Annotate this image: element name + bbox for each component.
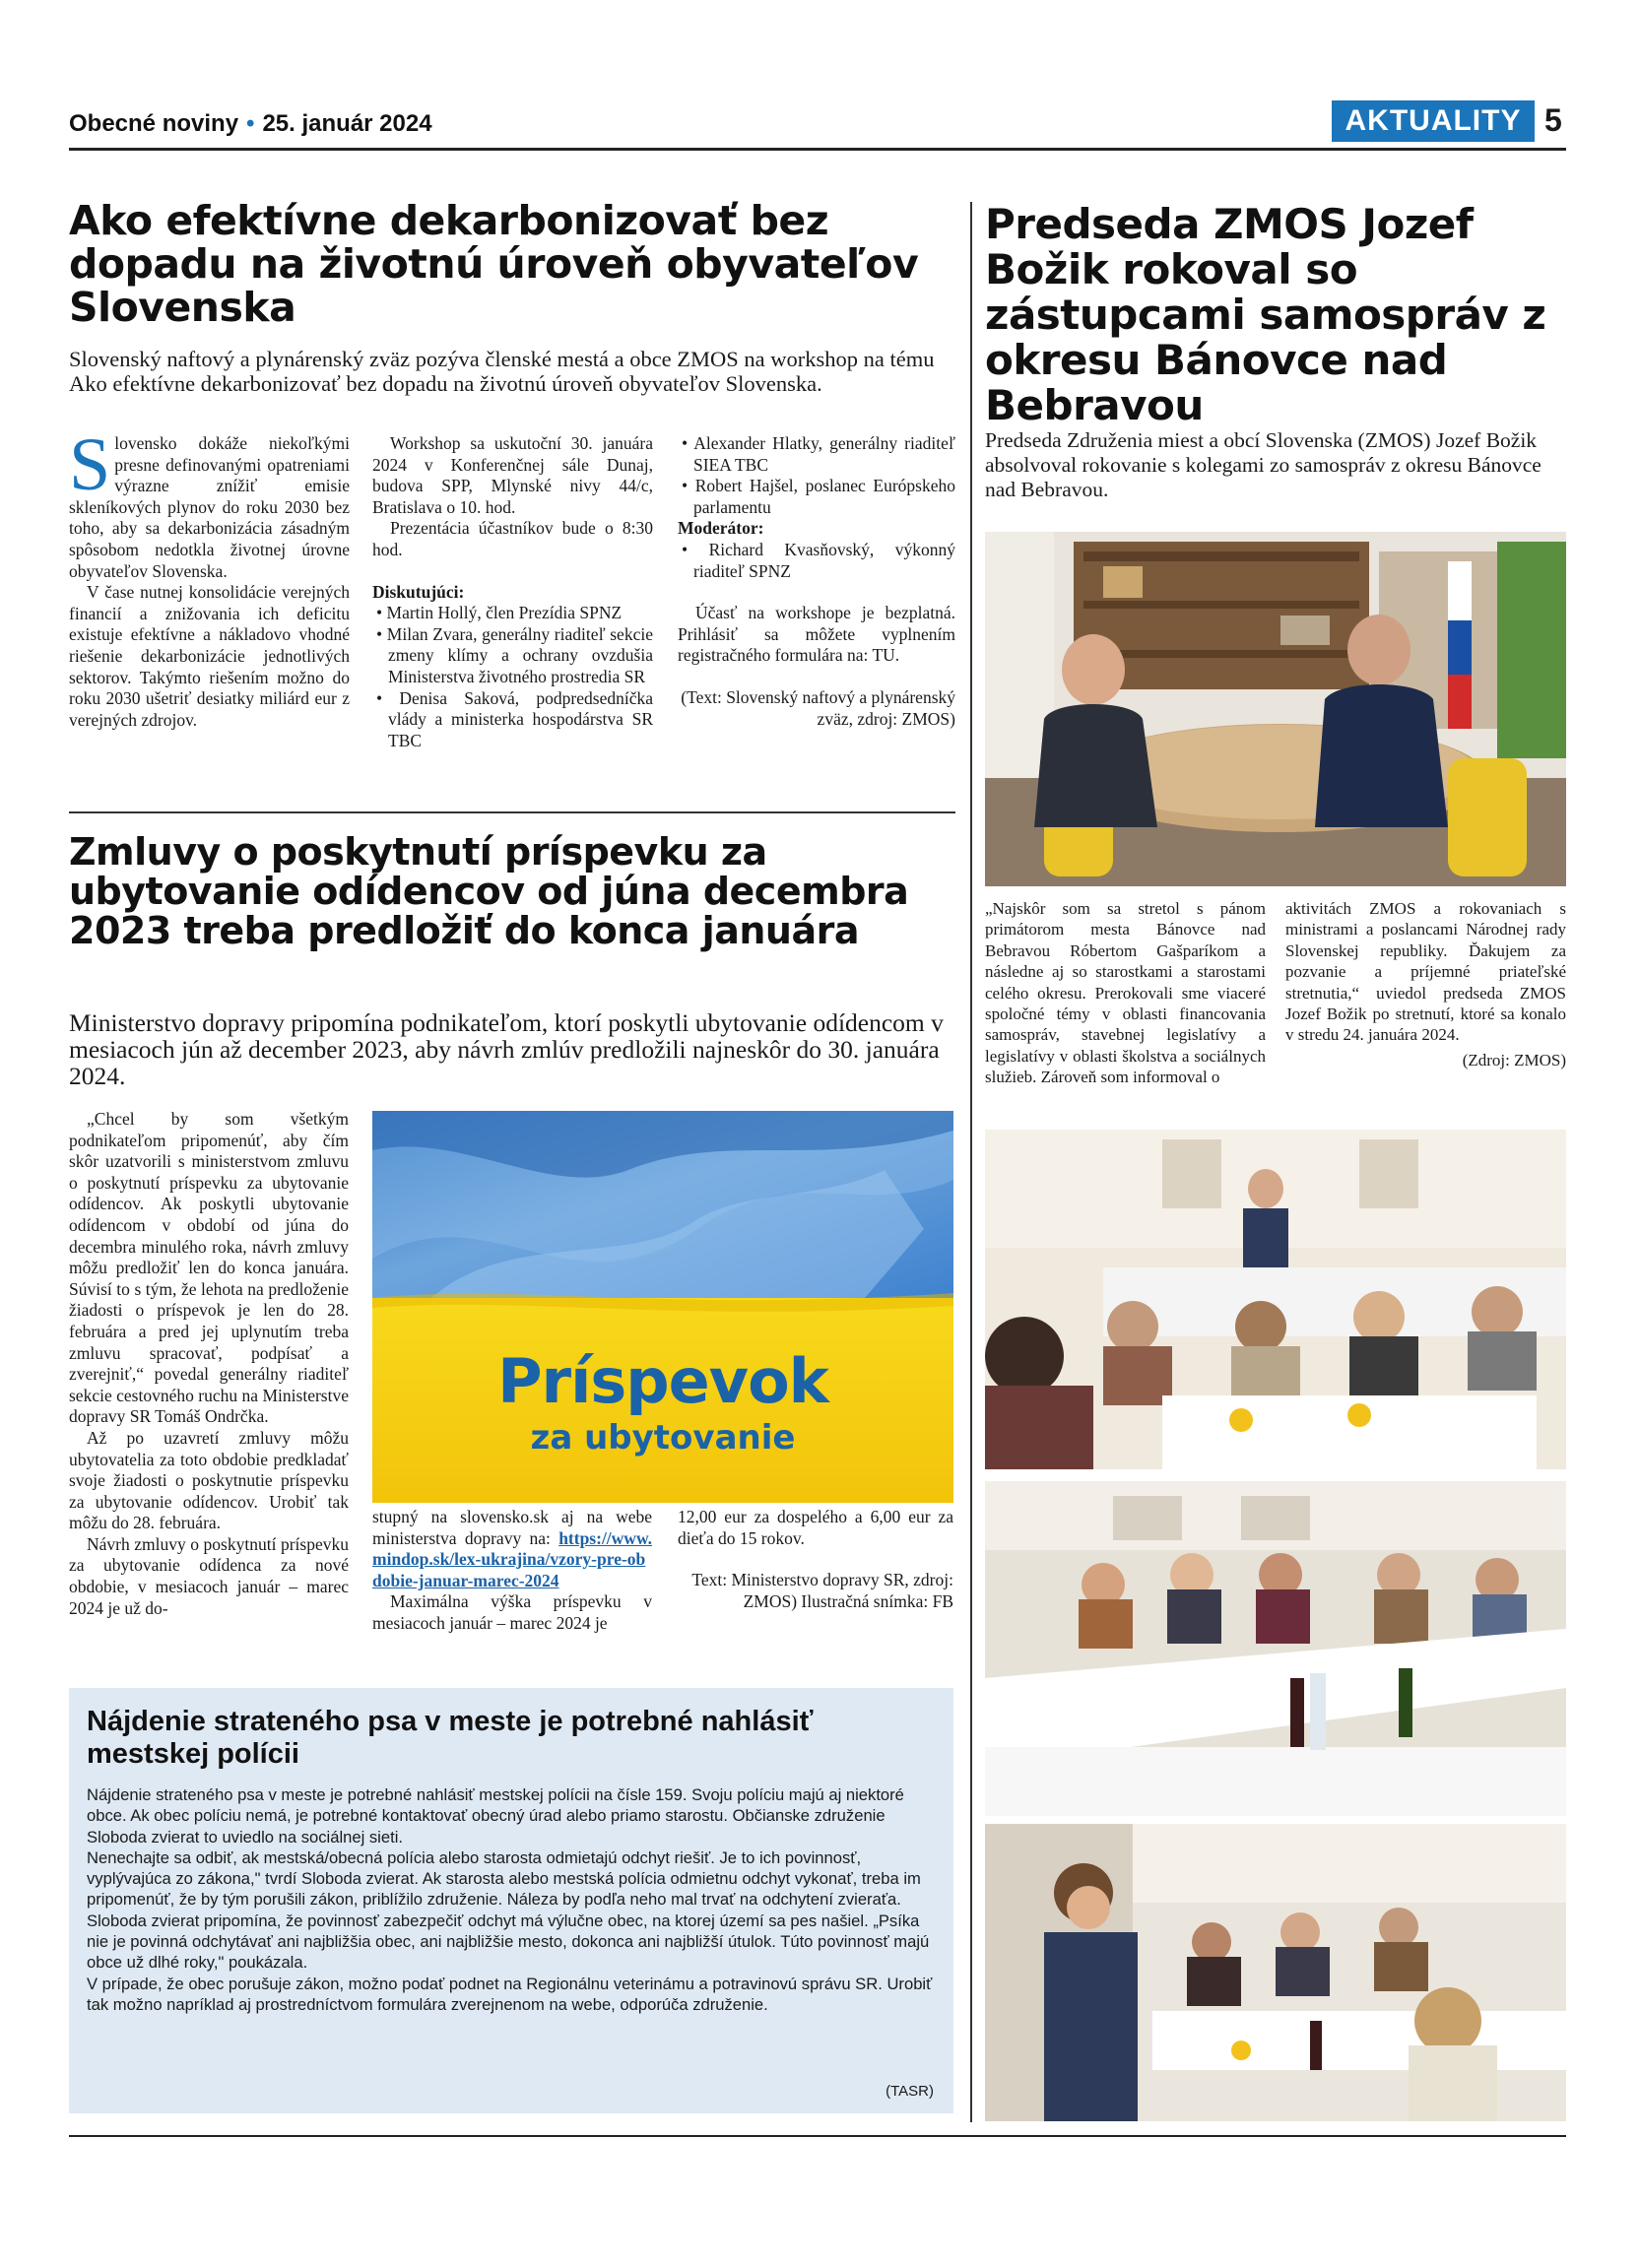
event-details: Workshop sa uskutoční 30. januára 2024 v Konferenčnej sále Dunaj, budova SPP, Mlynské nivy 44/c, Bratislava o 10. hod.: [372, 433, 653, 517]
photo-regional-meeting: [985, 1130, 1566, 1469]
article1-column-3: [678, 433, 955, 730]
article1-lead: Slovenský naftový a plynárenský zväz pozýva členské mestá a obce ZMOS na workshop na tému Ako efektívne dekarbonizovať bez dopadu na životnú úroveň obyvateľov Slovenska.: [69, 347, 935, 396]
registration-time: Prezentácia účastníkov bude o 8:30 hod.: [372, 518, 653, 559]
article2-paragraph: stupný na slovensko.sk aj na webe ministerstva dopravy na:: [372, 1507, 652, 1548]
panelist-item: • Milan Zvara, generálny riaditeľ sekcie zmeny klímy a ochrany ovzdušia Ministerstva životného prostredia SR: [372, 624, 653, 688]
photo-office-meeting: [985, 532, 1566, 886]
issue-date: 25. január 2024: [262, 110, 432, 137]
box-paragraph: Nenechajte sa odbiť, ak mestská/obecná polícia alebo starosta odmietajú odchyt riešiť. Je to ich povinnosť, vyplývajúca zo zákona," tvrdí Sloboda zvierat. Ak starosta alebo mestská polícia odmietnu odchyt vykonať, treba im pripomenúť, že by tým porušili zákon, priblížilo združenie. Náleza by podľa neho mal trvať na odchytení zvieraťa.: [87, 1847, 921, 1910]
photo-banquet-tables: [985, 1481, 1566, 1816]
masthead: [69, 110, 432, 138]
panel-label: Diskutujúci:: [372, 581, 465, 602]
article3-paragraph: aktivitách ZMOS a rokovaniach s ministrami a poslancami Národnej rady Slovenskej republiky. Ďakujem za pozvanie a príjemné priateľské stretnutia,“ uviedol predseda ZMOS Jozef Božik po stretnutí, ktoré sa konalo v stredu 24. januára 2024.: [1285, 899, 1566, 1045]
article3-column-2: [1285, 898, 1566, 1070]
section-badge: AKTUALITY: [1332, 100, 1535, 142]
page-number: 5: [1544, 102, 1562, 138]
panelist-item: • Denisa Saková, podpredsedníčka vlády a ministerka hospodárstva SR TBC: [372, 688, 653, 731]
article3-credit: (Zdroj: ZMOS): [1462, 1050, 1566, 1069]
column-divider: [970, 202, 972, 2122]
masthead-separator: •: [246, 110, 255, 137]
article2-headline: Zmluvy o poskytnutí príspevku za ubytovanie odídencov od júna decembra 2023 treba predložiť do konca januára: [69, 830, 909, 952]
dropcap: S: [69, 423, 111, 506]
ministry-link[interactable]: https://www.mindop.sk/lex-ukrajina/vzory-pre-obdobie-januar-marec-2024: [372, 1527, 652, 1590]
article1-column-2: [372, 433, 653, 750]
box-headline: Nájdenie strateného psa v meste je potrebné nahlásiť mestskej polícii: [87, 1706, 814, 1770]
article2-column-2: [372, 1507, 652, 1635]
article3-lead: Predseda Združenia miest a obcí Slovenska (ZMOS) Jozef Božik absolvoval rokovanie s kolegami zo samospráv z okresu Bánovce nad Bebravou.: [985, 428, 1542, 501]
article2-credit: Text: Ministerstvo dopravy SR, zdroj: ZMOS) Ilustračná snímka: FB: [691, 1570, 953, 1611]
panelist-item: • Alexander Hlatky, generálny riaditeľ SIEA TBC: [678, 433, 955, 476]
article2-paragraph: Návrh zmluvy o poskytnutí príspevku za ubytovanie odídenca za nové obdobie, v mesiacoch január – marec 2024 je už do-: [69, 1533, 349, 1618]
lost-dog-box: [69, 1688, 953, 2113]
panelist-list-continued: [678, 433, 955, 518]
article1-paragraph: V čase nutnej konsolidácie verejných financií a znižovania ich deficitu existuje efektívne a nákladovo vhodné riešenie dekarbonizácie jednotlivých sektorov. Takýmto riešením možno do roku 2030 ušetriť desiatky miliárd eur z verejných zdrojov.: [69, 582, 350, 730]
moderator-label: Moderátor:: [678, 518, 764, 539]
box-paragraph: V prípade, že obec porušuje zákon, možno podať podnet na Regionálnu veterinámu a potravinovú správu SR. Urobiť tak možno napríklad aj prostredníctvom formulára zverejnenom na webe, odporúča združenie.: [87, 1974, 933, 2014]
panelist-item: • Robert Hajšel, poslanec Európskeho parlamentu: [678, 476, 955, 518]
moderator-item: • Richard Kvasňovský, výkonný riaditeľ SPNZ: [678, 540, 955, 582]
article2-column-1: [69, 1109, 349, 1619]
panelist-item: • Martin Hollý, člen Prezídia SPNZ: [372, 603, 653, 624]
article1-credit: (Text: Slovenský naftový a plynárenský zväz, zdroj: ZMOS): [681, 686, 955, 729]
registration-note: Účasť na workshope je bezplatná. Prihlásiť sa môžete vyplnením registračného formulára na: TU.: [678, 603, 955, 666]
article1-paragraph: lovensko dokáže niekoľkými presne definovanými opatreniami výrazne znížiť emisie skleníkových plynov do roku 2030 bez toho, aby sa dekarbonizácia zásadným spôsobom nedotkla životnej úrovne obyvateľov Slovenska.: [69, 433, 350, 581]
article1-headline: Ako efektívne dekarbonizovať bez dopadu na životnú úroveň obyvateľov Slovenska: [69, 197, 919, 331]
header-rule: [69, 148, 1566, 151]
article2-paragraph: „Chcel by som všetkým podnikateľom pripomenúť, aby čím skôr uzatvorili s ministerstvom zmluvu o poskytnutí príspevku za ubytovanie odídencov. Ak poskytli ubytovanie odídencom v období od júna do decembra minulého roka, návrh zmluvy môžu predložiť len do konca januára. Súvisí to s tým, že lehota na predloženie žiadosti o príspevok je len do 28. februára a pred jej uplynutím treba zmluvu spracovať, podpísať a zverejniť,“ povedal generálny riaditeľ sekcie cestovného ruchu na Ministerstve dopravy SR Tomáš Ondrčka.: [69, 1109, 349, 1427]
footer-rule: [69, 2135, 1566, 2137]
article3-headline: Predseda ZMOS Jozef Božik rokoval so zástupcami samospráv z okresu Bánovce nad Bebravou: [985, 200, 1546, 429]
article2-paragraph: Až po uzavretí zmluvy môžu ubytovatelia za toto obdobie predkladať svoje žiadosti o poskytnutie príspevku za ubytovanie odídencov. Urobiť tak môžu do 28. februára.: [69, 1427, 349, 1533]
box-paragraph: Nájdenie strateného psa v meste je potrebné nahlásiť mestskej polícii na čísle 159. Svoju políciu majú aj niektoré obce. Ak obec políciu nemá, je potrebné kontaktovať obecný úrad alebo priamo starostu. Občianske združenie Sloboda zvierat to uviedlo na sociálnej sieti.: [87, 1785, 904, 1847]
article2-column-3: [678, 1507, 953, 1612]
article2-paragraph: Maximálna výška príspevku v mesiacoch január – marec 2024 je: [372, 1591, 652, 1633]
article2-lead: Ministerstvo dopravy pripomína podnikateľom, ktorí poskytli ubytovanie odídencom v mesiacoch jún až december 2023, aby návrh zmlúv predložili najneskôr do 30. januára 2024.: [69, 1008, 944, 1090]
article1-column-1: [69, 423, 350, 731]
box-paragraph: Sloboda zvierat pripomína, že povinnosť zabezpečiť odchyt má výlučne obec, na ktorej území sa pes našiel. „Psíka nie je povinná odchytávať ani najbližšia obec, ani najbližšie mesto, dokonca ani najbližší útulok. Túto povinnosť majú obce už dlhé roky," poukázala.: [87, 1911, 930, 1973]
box-body: [87, 1784, 936, 2015]
photo-speaker-microphone: [985, 1824, 1566, 2121]
article3-paragraph: „Najskôr som sa stretol s pánom primátorom mesta Bánovce nad Bebravou Róbertom Gašparíkom a následne aj so starostkami a starostami celého okresu. Prerokovali sme viaceré spoločné témy v oblasti financovania samospráv, stavebnej legislatívy a legislatívy v oblasti školstva a sociálnych služieb. Zároveň som informoval o: [985, 899, 1266, 1087]
image-caption-line1: Príspevok: [497, 1345, 828, 1417]
paper-name: Obecné noviny: [69, 110, 239, 137]
article2-paragraph: 12,00 eur za dospelého a 6,00 eur za dieťa do 15 rokov.: [678, 1507, 953, 1548]
panelist-list: [372, 603, 653, 750]
box-credit: (TASR): [886, 2083, 934, 2100]
prispevok-image: [372, 1111, 953, 1503]
image-caption-line2: za ubytovanie: [530, 1418, 796, 1458]
article-divider: [69, 811, 955, 813]
moderator-list: [678, 540, 955, 582]
article3-column-1: [985, 898, 1266, 1088]
